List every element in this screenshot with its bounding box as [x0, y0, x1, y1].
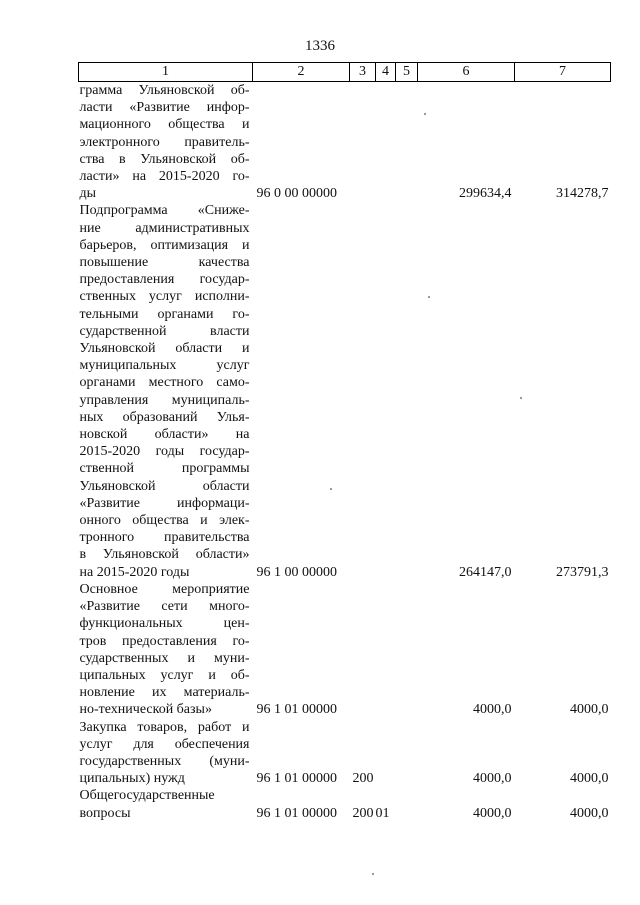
row-rz: 01: [375, 805, 390, 821]
description-line: Подпрограмма «Сниже-: [79, 203, 250, 219]
row-description: [79, 581, 253, 719]
row-pr: [396, 787, 418, 821]
row-rz: [376, 719, 396, 788]
description-line: ние административных: [79, 220, 250, 236]
row-value-col7: 314278,7: [556, 186, 609, 202]
row-pr: [396, 719, 418, 788]
table-body: [79, 82, 611, 822]
description-line: Общегосударственные: [79, 788, 215, 804]
row-value-col7: 4000,0: [570, 805, 609, 821]
page-number: 1336: [305, 38, 335, 54]
row-value-col6: 4000,0: [473, 771, 512, 787]
row-code: 96 1 01 00000: [256, 771, 337, 787]
column-header: 1: [79, 63, 253, 82]
description-line: муниципальных услуг: [79, 358, 250, 374]
description-line: новской области» на: [79, 427, 250, 443]
description-line: ласти «Развитие инфор-: [79, 100, 250, 116]
row-pr: [396, 581, 418, 719]
description-line: функциональных цен-: [79, 616, 250, 632]
description-line: ласти» на 2015-2020 го-: [79, 169, 250, 185]
description-line: Ульяновской области и: [79, 341, 250, 357]
description-line: сударственных и муни-: [79, 650, 250, 666]
description-line: на 2015-2020 годы: [79, 564, 190, 580]
column-header: 5: [396, 63, 418, 82]
table-row: [79, 719, 611, 788]
row-value-col7: 273791,3: [556, 564, 609, 580]
description-line: Основное мероприятие: [79, 581, 250, 597]
row-description: [79, 202, 253, 580]
description-line: электронного правитель-: [79, 134, 250, 150]
row-rz: [376, 202, 396, 580]
row-vr: [350, 202, 376, 580]
column-header: 4: [376, 63, 396, 82]
row-vr: 200: [352, 805, 374, 821]
description-line: мационного общества и: [79, 117, 250, 133]
description-line: но-технической базы»: [79, 702, 212, 718]
description-line: органами местного само-: [79, 375, 250, 391]
row-rz: [376, 581, 396, 719]
scan-speck: [372, 873, 374, 875]
row-code: 96 0 00 00000: [256, 186, 337, 202]
scan-speck: [330, 488, 332, 490]
row-pr: [396, 202, 418, 580]
scan-speck: [428, 296, 430, 298]
description-line: барьеров, оптимизация и: [79, 237, 250, 253]
column-header: 6: [418, 63, 515, 82]
description-line: тельными органами го-: [79, 306, 250, 322]
row-pr: [396, 82, 418, 203]
row-vr: 200: [352, 771, 374, 787]
table-row: [79, 82, 611, 203]
description-line: повышение качества: [79, 255, 250, 271]
description-line: ципальных услуг и об-: [79, 667, 250, 683]
description-line: ства в Ульяновской об-: [79, 151, 250, 167]
description-line: государственных (муни-: [79, 753, 250, 769]
row-code: 96 1 01 00000: [256, 702, 337, 718]
table-row: [79, 202, 611, 580]
column-header-row: [79, 63, 611, 82]
table-row: [79, 787, 611, 821]
description-line: услуг для обеспечения: [79, 736, 250, 752]
row-code: 96 1 01 00000: [256, 805, 337, 821]
description-line: грамма Ульяновской об-: [79, 83, 250, 98]
row-vr: [350, 581, 376, 719]
description-line: ных образований Улья-: [79, 409, 250, 425]
row-rz: [376, 82, 396, 203]
row-description: [79, 82, 253, 203]
description-line: ципальных) нужд: [79, 771, 185, 787]
column-header: 3: [350, 63, 376, 82]
row-value-col6: 264147,0: [459, 564, 512, 580]
table-row: [79, 581, 611, 719]
row-value-col7: 4000,0: [570, 702, 609, 718]
row-value-col6: 4000,0: [473, 702, 512, 718]
row-code: 96 1 00 00000: [256, 564, 337, 580]
budget-table: [78, 62, 611, 822]
description-line: в Ульяновской области»: [79, 547, 250, 563]
row-vr: [350, 82, 376, 203]
description-line: Ульяновской области: [79, 478, 250, 494]
description-line: ды: [79, 186, 97, 202]
description-line: «Развитие сети много-: [79, 599, 250, 615]
row-description: [79, 787, 253, 821]
description-line: «Развитие информаци-: [79, 495, 250, 511]
row-value-col6: 299634,4: [459, 186, 512, 202]
description-line: тронного правительства: [79, 530, 250, 546]
description-line: ственных услуг исполни-: [79, 289, 250, 305]
row-value-col6: 4000,0: [473, 805, 512, 821]
description-line: ственной программы: [79, 461, 250, 477]
description-line: 2015-2020 годы государ-: [79, 444, 250, 460]
column-header: 7: [515, 63, 611, 82]
description-line: сударственной власти: [79, 323, 250, 339]
description-line: управления муниципаль-: [79, 392, 250, 408]
row-description: [79, 719, 253, 788]
scan-speck: [520, 397, 522, 399]
scan-speck: [424, 113, 426, 115]
description-line: онного общества и элек-: [79, 513, 250, 529]
description-line: предоставления государ-: [79, 272, 250, 288]
description-line: Закупка товаров, работ и: [79, 719, 250, 735]
column-header: 2: [253, 63, 350, 82]
description-line: тров предоставления го-: [79, 633, 250, 649]
description-line: новление их материаль-: [79, 685, 250, 701]
row-value-col7: 4000,0: [570, 771, 609, 787]
description-line: вопросы: [79, 805, 131, 821]
